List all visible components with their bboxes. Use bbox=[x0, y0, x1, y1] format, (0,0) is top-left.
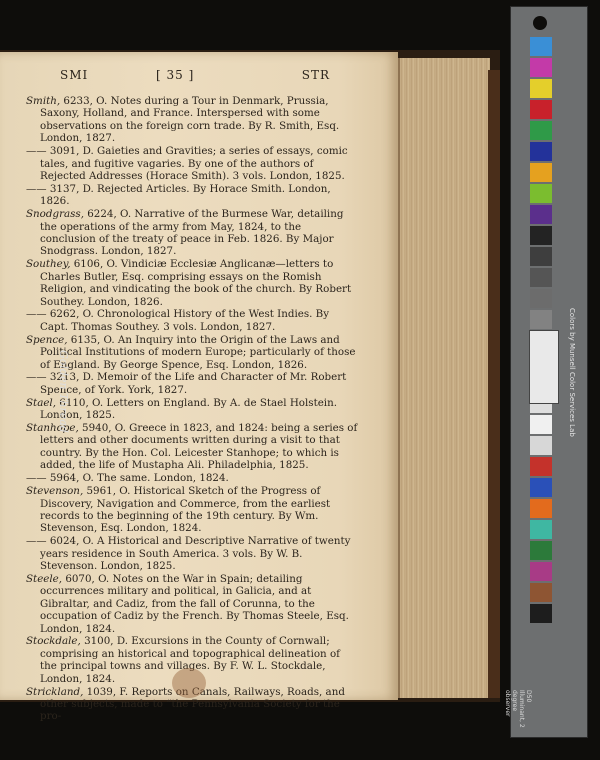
entry-text: 3213, D. Memoir of the Life and Character of Mr. Robert Spence, of York. York, 1827. bbox=[40, 371, 347, 396]
catalog-entry bbox=[26, 485, 358, 535]
color-patch bbox=[530, 583, 552, 602]
catalog-entry bbox=[26, 183, 358, 208]
entry-author: Stevenson, bbox=[26, 485, 84, 498]
entry-text: 6110, O. Letters on England. By A. de Stael Holstein. London, 1825. bbox=[40, 396, 338, 422]
entry-author: —— bbox=[26, 371, 47, 384]
entry-text: 3137, D. Rejected Articles. By Horace Smith. London, 1826. bbox=[40, 182, 331, 208]
card-side-text: Colors by Munsell Color Services Lab bbox=[568, 307, 576, 437]
book-spine bbox=[488, 70, 500, 698]
color-patch bbox=[530, 247, 552, 266]
color-patch bbox=[530, 310, 552, 329]
color-patch bbox=[530, 415, 552, 434]
entry-author: Smith, bbox=[26, 95, 61, 107]
color-patch bbox=[530, 142, 552, 161]
color-patch bbox=[530, 520, 552, 539]
page-stain bbox=[172, 668, 206, 698]
card-hole bbox=[533, 16, 547, 30]
catalog-entry bbox=[26, 334, 358, 371]
entry-author: Steele, bbox=[26, 572, 63, 585]
entry-author: Snodgrass, bbox=[26, 208, 84, 221]
catalog-entry bbox=[26, 472, 358, 484]
entry-text: 5964, O. The same. London, 1824. bbox=[46, 472, 229, 485]
color-patch bbox=[530, 604, 552, 623]
catalog-entries bbox=[26, 95, 358, 723]
entry-text: 6233, O. Notes during a Tour in Denmark, Prussia, Saxony, Holland, and France. Interspersed with some observations on the foreign corn trade. By R. Smith, Esq. London, 1827. bbox=[40, 95, 340, 145]
catalog-entry bbox=[26, 145, 358, 182]
color-patch bbox=[530, 541, 552, 560]
entry-author: Strickland, bbox=[26, 685, 84, 698]
color-patch bbox=[530, 478, 552, 497]
color-patch bbox=[530, 436, 552, 455]
color-patch bbox=[530, 499, 552, 518]
catalog-entry bbox=[26, 308, 358, 333]
color-patch bbox=[530, 100, 552, 119]
entry-text: 5961, O. Historical Sketch of the Progress of Discovery, Navigation and Commerce, from the earliest records to the beginning of the 19th century. By Wm. Stevenson, Esq. London, 1824. bbox=[40, 485, 331, 535]
entry-text: 1039, F. Reports on Canals, Railways, Roads, and other subjects, made to “the Pennsylvania Society for the pro- bbox=[40, 685, 345, 723]
color-patch bbox=[530, 289, 552, 308]
header-left: SMI bbox=[60, 68, 89, 82]
entry-text: 3100, D. Excursions in the County of Cornwall; comprising an historical and topographical delineation of the principal towns and villages. By F. W. L. Stockdale, London, 1824. bbox=[40, 635, 340, 685]
color-patch bbox=[530, 79, 552, 98]
catalog-entry bbox=[26, 573, 358, 635]
catalog-entry bbox=[26, 208, 358, 258]
catalog-entry bbox=[26, 258, 358, 308]
entry-text: 6224, O. Narrative of the Burmese War, detailing the operations of the army from May, 1824, to the conclusion of the treaty of peace in Feb. 1826. By Major Snodgrass. London, 1827. bbox=[40, 208, 344, 258]
entry-author: —— bbox=[26, 535, 47, 548]
card-foot-text: D50 Illuminant, 2 degree observer bbox=[504, 690, 532, 728]
card-brand-label: Golden Thread bbox=[57, 350, 70, 433]
entry-author: Stockdale, bbox=[26, 635, 81, 648]
entry-author: —— bbox=[26, 472, 47, 485]
entry-text: 5940, O. Greece in 1823, and 1824: being a series of letters and other documents written during a visit to that country. By the Hon. Col. Leicester Stanhope; to which is added, the life of Mustapha Ali. Philadelphia, 1825. bbox=[40, 422, 358, 472]
catalog-entry bbox=[26, 535, 358, 572]
color-patch bbox=[530, 205, 552, 224]
page-edges bbox=[398, 58, 490, 698]
entry-text: 6070, O. Notes on the War in Spain; detailing occurrences military and political, in Galicia, and at Gibraltar, and Cadiz, from the fall of Corunna, to the occupation of Cadiz by the French. By Thomas Steele, Esq. London, 1824. bbox=[40, 572, 349, 635]
catalog-entry bbox=[26, 422, 358, 472]
entry-author: Spence, bbox=[26, 333, 68, 346]
entry-author: Stael, bbox=[26, 396, 56, 409]
header-page-number: [ 35 ] bbox=[156, 68, 195, 82]
header-right: STR bbox=[301, 68, 330, 82]
catalog-entry bbox=[26, 95, 358, 145]
color-patch bbox=[530, 184, 552, 203]
color-patch bbox=[530, 562, 552, 581]
page-header bbox=[60, 68, 330, 86]
entry-author: Southey, bbox=[26, 258, 71, 271]
entry-text: 3091, D. Gaieties and Gravities; a series of essays, comic tales, and fugitive vagaries. By one of the authors of Rejected Addresses (Horace Smith). 3 vols. London, 1825. bbox=[40, 145, 348, 182]
scale-box bbox=[529, 330, 559, 404]
color-patch bbox=[530, 163, 552, 182]
color-patch bbox=[530, 121, 552, 140]
color-patch bbox=[530, 58, 552, 77]
entry-author: —— bbox=[26, 182, 47, 195]
entry-text: 6262, O. Chronological History of the West Indies. By Capt. Thomas Southey. 3 vols. London, 1827. bbox=[40, 308, 330, 333]
catalog-entry bbox=[26, 397, 358, 422]
color-patch bbox=[530, 37, 552, 56]
entry-text: 6135, O. An Inquiry into the Origin of the Laws and Political Institutions of modern Europe; particularly of those of England. By George Spence, Esq. London, 1826. bbox=[40, 333, 356, 371]
entry-text: 6024, O. A Historical and Descriptive Narrative of twenty years residence in South America. 3 vols. By W. B. Stevenson. London, 1825. bbox=[40, 535, 351, 573]
color-patch bbox=[530, 268, 552, 287]
entry-author: —— bbox=[26, 145, 47, 158]
entry-author: Stanhope, bbox=[26, 422, 79, 435]
color-patch bbox=[530, 226, 552, 245]
catalog-entry bbox=[26, 371, 358, 396]
entry-text: 6106, O. Vindiciæ Ecclesiæ Anglicanæ—letters to Charles Butler, Esq. comprising essays on the Romish Religion, and vindicating the book of the church. By Robert Southey. London, 1826. bbox=[40, 258, 352, 308]
color-patch bbox=[530, 457, 552, 476]
entry-author: —— bbox=[26, 308, 47, 321]
